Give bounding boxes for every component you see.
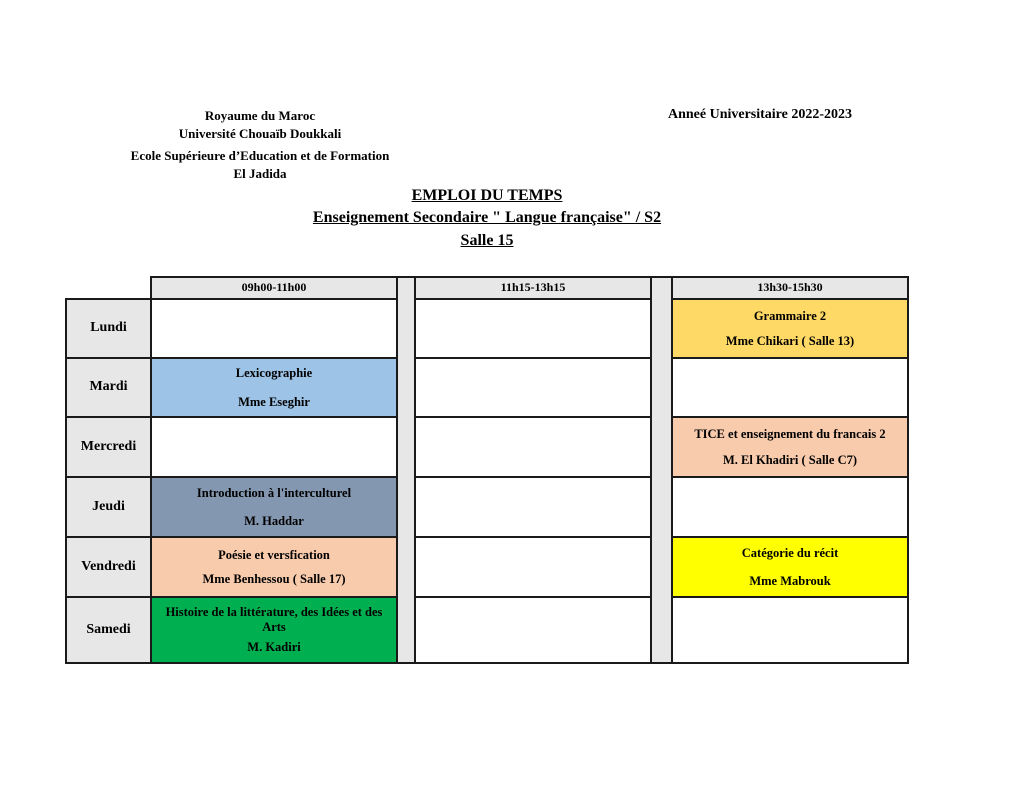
slot-cell [671, 476, 909, 538]
slot-header-2: 11h15-13h15 [414, 276, 652, 300]
header-university: Université Chouaïb Doukkali [178, 126, 342, 141]
course-title: Lexicographie [235, 366, 313, 381]
slot-cell [150, 298, 398, 359]
page-subtitle: Enseignement Secondaire " Langue française" / S2 [312, 209, 662, 226]
slot-cell [414, 596, 652, 664]
course-cell-vendredi-slot3 [671, 536, 909, 598]
course-cell-vendredi-slot1 [150, 536, 398, 598]
course-teacher: Mme Benhessou ( Salle 17) [202, 572, 346, 586]
course-teacher: M. Haddar [244, 514, 304, 528]
course-title: Introduction à l'interculturel [196, 485, 352, 500]
day-header-mardi: Mardi [65, 357, 152, 418]
academic-year: Anneé Universitaire 2022-2023 [667, 107, 853, 122]
slot-cell [414, 416, 652, 478]
slot-cell [671, 596, 909, 664]
course-teacher: M. El Khadiri ( Salle C7) [722, 453, 858, 467]
day-header-mercredi: Mercredi [65, 416, 152, 478]
room-label: Salle 15 [460, 232, 514, 249]
course-teacher: Mme Eseghir [238, 394, 310, 409]
header-school: Ecole Supérieure d’Education et de Formation [130, 148, 390, 163]
slot-cell [414, 357, 652, 418]
course-title: Poésie et versfication [218, 547, 330, 562]
course-cell-lundi-slot3 [671, 298, 909, 359]
course-teacher: Mme Chikari ( Salle 13) [725, 333, 855, 348]
header-city: El Jadida [233, 166, 287, 181]
day-header-jeudi: Jeudi [65, 476, 152, 538]
course-title: Grammaire 2 [753, 309, 827, 324]
course-teacher: Mme Mabrouk [749, 574, 831, 588]
day-header-vendredi: Vendredi [65, 536, 152, 598]
day-header-lundi: Lundi [65, 298, 152, 359]
course-cell-samedi-slot1 [150, 596, 398, 664]
break-separator-2 [650, 276, 673, 664]
course-cell-jeudi-slot1 [150, 476, 398, 538]
slot-cell [414, 536, 652, 598]
break-separator-1 [396, 276, 416, 664]
slot-cell [414, 298, 652, 359]
slot-cell [414, 476, 652, 538]
slot-header-1: 09h00-11h00 [150, 276, 398, 300]
course-cell-mardi-slot1 [150, 357, 398, 418]
course-title: Histoire de la littérature, des Idées et des Arts [165, 605, 383, 634]
course-title: Catégorie du récit [741, 545, 839, 560]
page-title: EMPLOI DU TEMPS [411, 187, 563, 204]
header-kingdom: Royaume du Maroc [204, 108, 316, 123]
day-header-samedi: Samedi [65, 596, 152, 664]
slot-cell [150, 416, 398, 478]
course-teacher: M. Kadiri [247, 640, 301, 655]
slot-header-3: 13h30-15h30 [671, 276, 909, 300]
slot-cell [671, 357, 909, 418]
course-cell-mercredi-slot3 [671, 416, 909, 478]
course-title: TICE et enseignement du francais 2 [694, 426, 886, 441]
